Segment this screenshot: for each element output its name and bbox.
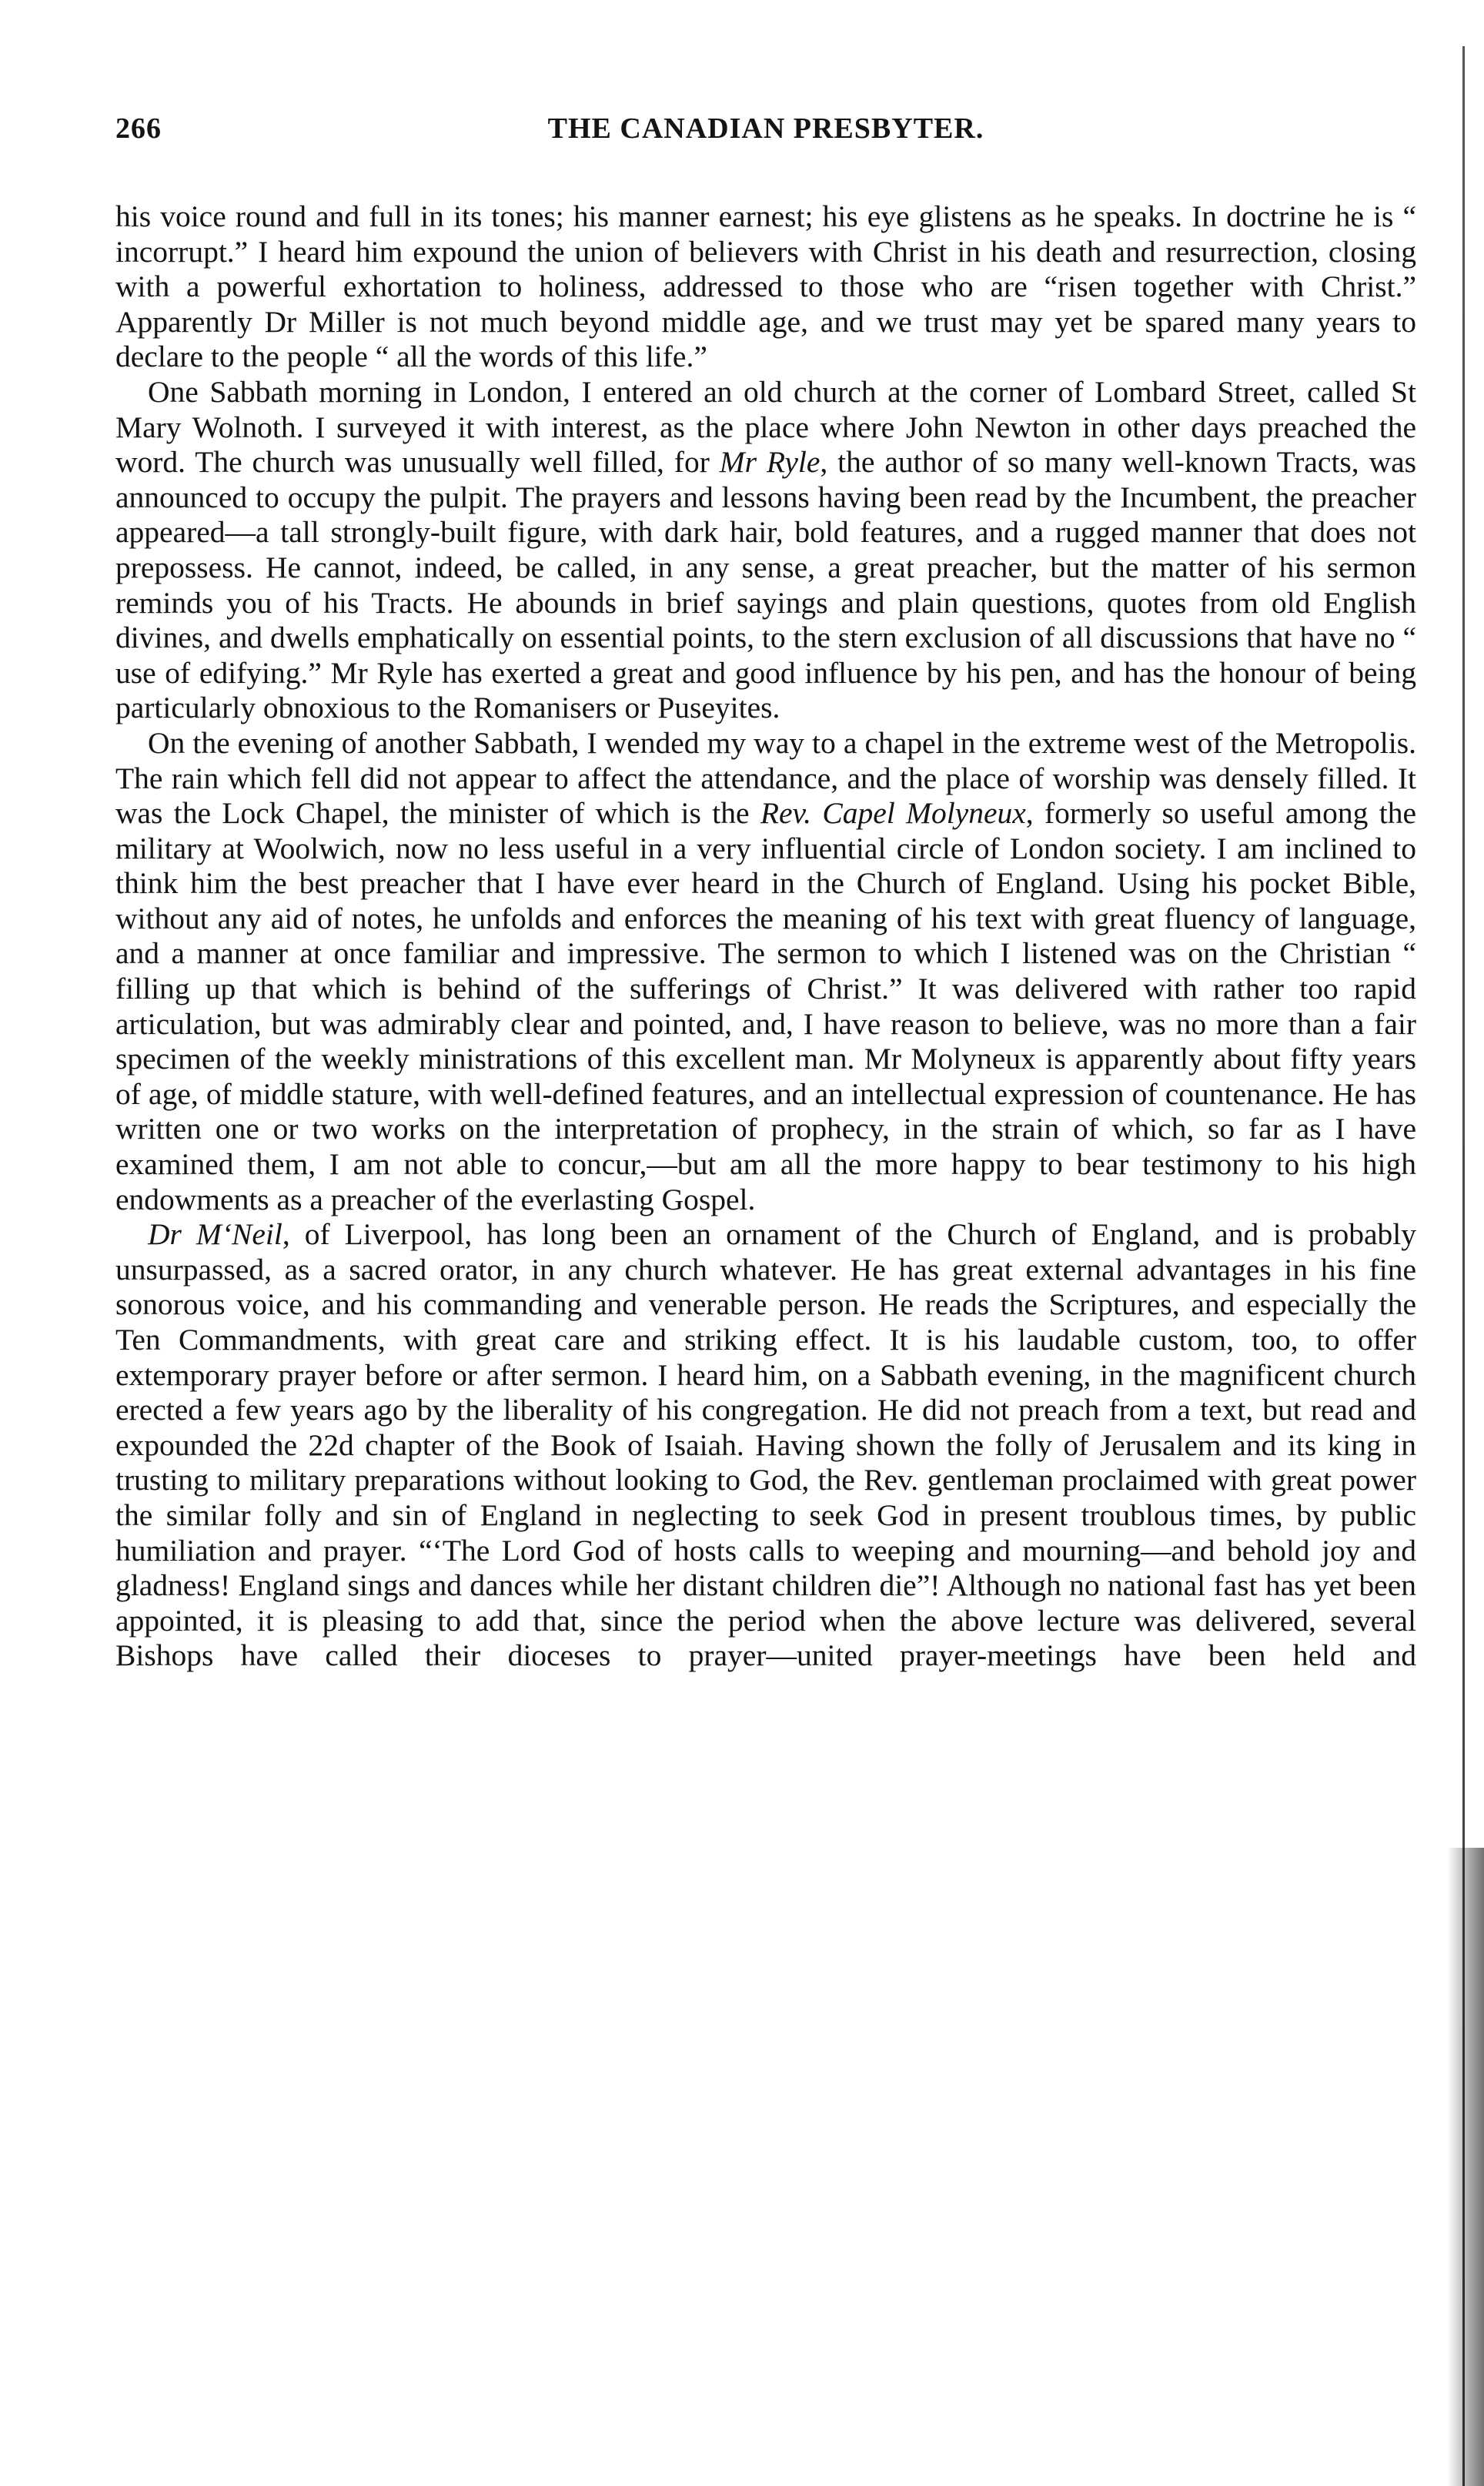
- page-content: [115, 112, 1416, 1674]
- page-edge-shadow: [1447, 1848, 1484, 2486]
- name-mr-ryle: Mr Ryle: [719, 445, 821, 480]
- text-segment: , of Liverpool, has long been an ornament of the Church of England, and is probably unsurpassed, as a sacred orator, in any church whatever. He has great external advantages in his fine sonorous voice, and his commanding and venerable person. He reads the Scriptures, and especially the Ten Commandments, with great care and striking effect. It is his laudable custom, too, to offer extemporary prayer before or after sermon. I heard him, on a Sabbath evening, in the magnificent church erected a few years ago by the liberality of his congregation. He did not preach from a text, but read and expounded the 22d chapter of the Book of Isaiah. Having shown the folly of Jerusalem and its king in trusting to military preparations without looking to God, the Rev. gentleman proclaimed with great power the similar folly and sin of England in neglecting to seek God in present troublous times, by public humiliation and prayer. “‘The Lord God of hosts calls to weeping and mourning—and behold joy and gladness! England sings and dances while her distant children die”! Although no national fast has yet been appointed, it is pleasing to add that, since the period when the above lecture was delivered, several Bishops have called their dioceses to prayer—united prayer-meetings have been held and: [115, 1217, 1416, 1673]
- paragraph-1: [115, 199, 1416, 375]
- text-segment: , the author of so many well-known Tracts, was announced to occupy the pulpit. The prayers and lessons having been read by the Incumbent, the preacher appeared—a tall strongly-built figure, with dark hair, bold features, and a rugged manner that does not prepossess. He cannot, indeed, be called, in any sense, a great preacher, but the matter of his sermon reminds you of his Tracts. He abounds in brief sayings and plain questions, quotes from old English divines, and dwells emphatically on essential points, to the stern exclusion of all discussions that have no “ use of edifying.” Mr Ryle has exerted a great and good influence by his pen, and has the honour of being particularly obnoxious to the Romanisers or Puseyites.: [115, 445, 1416, 725]
- text-segment: On the evening of another Sabbath, I wended my way to a chapel in the extreme west of the Metropolis. The rain which fell did not appear to affect the attendance, and the place of worship was densely filled. It was the Lock Chapel, the minister of which is the: [115, 725, 1416, 831]
- article-body: [115, 199, 1416, 1674]
- running-title: THE CANADIAN PRESBYTER.: [547, 112, 984, 145]
- page-header: [115, 112, 1416, 155]
- name-dr-mneil: Dr M‘Neil: [148, 1217, 282, 1252]
- paragraph-3: [115, 726, 1416, 1217]
- text-segment: , formerly so useful among the military at Woolwich, now no less useful in a very influential circle of London society. I am inclined to think him the best preacher that I have ever heard in the Church of England. Using his pocket Bible, without any aid of notes, he unfolds and enforces the meaning of his text with great fluency of language, and a manner at once familiar and impressive. The sermon to which I listened was on the Christian “ filling up that which is behind of the sufferings of Christ.” It was delivered with rather too rapid articulation, but was admirably clear and pointed, and, I have reason to believe, was no more than a fair specimen of the weekly ministrations of this excellent man. Mr Molyneux is apparently about fifty years of age, of middle stature, with well-defined features, and an intellectual expression of countenance. He has written one or two works on the interpretation of prophecy, in the strain of which, so far as I have examined them, I am not able to concur,—but am all the more happy to bear testimony to his high endowments as a preacher of the everlasting Gospel.: [115, 796, 1417, 1216]
- page-number: 266: [115, 112, 162, 145]
- text-segment: his voice round and full in its tones; his manner earnest; his eye glistens as he speaks. In doctrine he is “ incorrupt.” I heard him expound the union of believers with Christ in his death and resurrection, closing with a powerful exhortation to holiness, addressed to those who are “risen together with Christ.” Apparently Dr Miller is not much beyond middle age, and we trust may yet be spared many years to declare to the people “ all the words of this life.”: [115, 199, 1416, 374]
- text-segment: One Sabbath morning in London, I entered an old church at the corner of Lombard Street, called St Mary Wolnoth. I surveyed it with interest, as the place where John Newton in other days preached the word. The church was unusually well filled, for: [115, 374, 1416, 480]
- name-capel-molyneux: Rev. Capel Molyneux: [760, 796, 1026, 831]
- paragraph-4: [115, 1217, 1416, 1674]
- paragraph-2: [115, 375, 1416, 726]
